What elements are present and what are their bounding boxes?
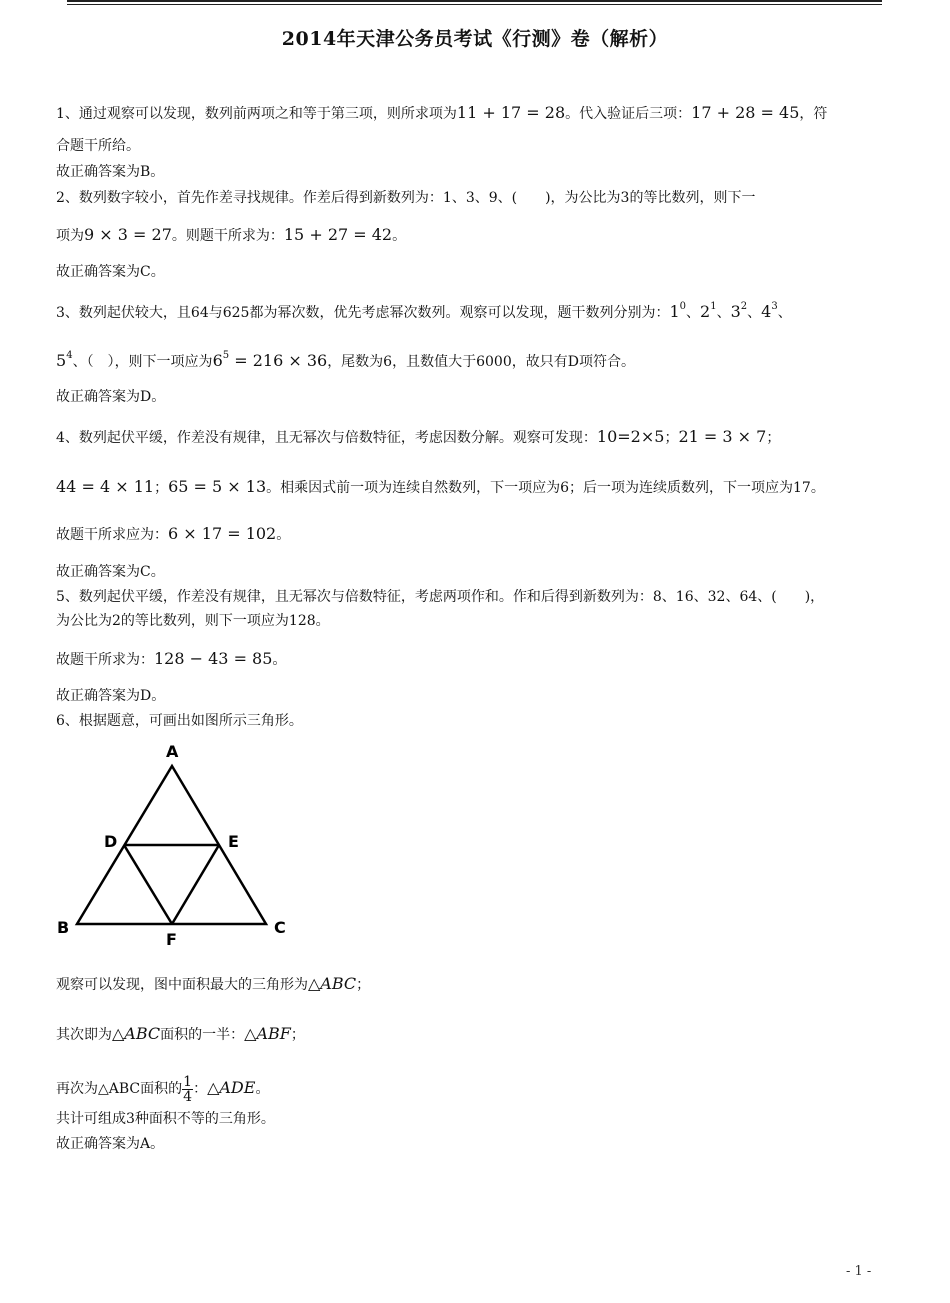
- q6-math-abf: △ABF: [244, 1024, 291, 1043]
- q4-math-1: 10=2×5: [596, 427, 665, 446]
- q1-answer: 故正确答案为B。: [56, 164, 165, 180]
- q5-line3: 故题干所求为：128 − 43 = 85。: [56, 649, 287, 668]
- q2-math-2: 15 + 27 = 42: [283, 225, 393, 244]
- q4-math-5: 6 × 17 = 102: [168, 524, 277, 543]
- q3-line1: 3、数列起伏较大，且64与625都为幂次数，优先考虑幂次数列。观察可以发现，题干数列分别为：$1^0$、$2^1$、$3^2$、$4^3$、: [56, 301, 792, 321]
- q2-math-1: 9 × 3 = 27: [84, 225, 172, 244]
- q3-line2: $5^4$、（ ），则下一项应为$6^5 = 216 \times 36$，尾数为6，且数值大于6000，故只有D项符合。: [56, 350, 635, 370]
- header-rule: [67, 0, 882, 2]
- page-title: 2014年天津公务员考试《行测》卷（解析）: [281, 28, 669, 50]
- q3-power-1: $1^0$: [669, 301, 687, 321]
- q1-math-1: 11 + 17 = 28: [456, 103, 566, 122]
- q4-line2: 44 = 4 × 11；65 = 5 × 13。相乘因式前一项为连续自然数列，下一项应为6；后一项为连续质数列，下一项应为17。: [56, 477, 825, 496]
- q6-math-abc-2: △ABC: [112, 1024, 161, 1043]
- segment-df: [124, 845, 172, 924]
- q2-line1: 2、数列数字较小，首先作差寻找规律。作差后得到新数列为：1、3、9、( )，为公比为3的等比数列，则下一: [56, 190, 756, 206]
- q6-math-ade: △ADE: [207, 1078, 256, 1097]
- segment-ef: [172, 845, 219, 924]
- vertex-label-d: D: [104, 832, 118, 851]
- q6-line3: 其次即为△ABC面积的一半：△ABF；: [56, 1024, 305, 1043]
- vertex-label-e: E: [228, 832, 239, 851]
- q4-line3: 故题干所求应为：6 × 17 = 102。: [56, 524, 291, 543]
- q6-line2: 观察可以发现，图中面积最大的三角形为△ABC；: [56, 974, 371, 993]
- q5-math-1: 128 − 43 = 85: [154, 649, 273, 668]
- q6-math-abc: △ABC: [308, 974, 357, 993]
- q4-math-2: 21 = 3 × 7: [678, 427, 767, 446]
- q4-line1: 4、数列起伏平缓，作差没有规律，且无幂次与倍数特征，考虑因数分解。观察可发现：10=2×5；21 = 3 × 7；: [56, 427, 781, 446]
- q5-answer: 故正确答案为D。: [56, 688, 166, 704]
- q5-line1: 5、数列起伏平缓，作差没有规律，且无幂次与倍数特征，考虑两项作和。作和后得到新数列为：8、16、32、64、( )，: [56, 589, 825, 605]
- vertex-label-f: F: [166, 930, 177, 947]
- q5-line2: 为公比为2的等比数列，则下一项应为128。: [56, 613, 330, 629]
- q3-power-4: $4^3$: [761, 301, 778, 321]
- q4-math-3: 44 = 4 × 11: [56, 477, 155, 496]
- q4-math-4: 65 = 5 × 13: [168, 477, 267, 496]
- header-rule-thin: [67, 4, 882, 5]
- q3-answer: 故正确答案为D。: [56, 389, 166, 405]
- q1-line2: 合题干所给。: [56, 138, 140, 154]
- q6-answer: 故正确答案为A。: [56, 1136, 165, 1152]
- q1-line1: 1、通过观察可以发现，数列前两项之和等于第三项，则所求项为11 + 17 = 28。代入验证后三项：17 + 28 = 45，符: [56, 103, 828, 122]
- q3-power-5: $5^4$: [56, 350, 73, 370]
- q2-answer: 故正确答案为C。: [56, 264, 165, 280]
- q1-math-2: 17 + 28 = 45: [691, 103, 800, 122]
- q6-line1: 6、根据题意，可画出如图所示三角形。: [56, 713, 303, 729]
- page-number: - 1 -: [846, 1264, 872, 1279]
- q6-line4: 再次为△ABC面积的 $\frac{1}{4}$ ：△ADE。: [56, 1073, 270, 1105]
- vertex-label-c: C: [274, 918, 286, 937]
- q3-power-3: $3^2$: [730, 301, 748, 321]
- q3-power-2: $2^1$: [700, 301, 717, 321]
- triangle-figure: [48, 737, 308, 947]
- q6-line5: 共计可组成3种面积不等的三角形。: [56, 1111, 275, 1127]
- q4-answer: 故正确答案为C。: [56, 564, 165, 580]
- vertex-label-b: B: [57, 918, 70, 937]
- q2-line2: 项为9 × 3 = 27。则题干所求为：15 + 27 = 42。: [56, 225, 407, 244]
- fraction-one-quarter: $\frac{1}{4}$: [183, 1073, 193, 1105]
- q3-math-1: $6^5 = 216 \times 36$: [212, 350, 328, 370]
- vertex-label-a: A: [166, 742, 179, 761]
